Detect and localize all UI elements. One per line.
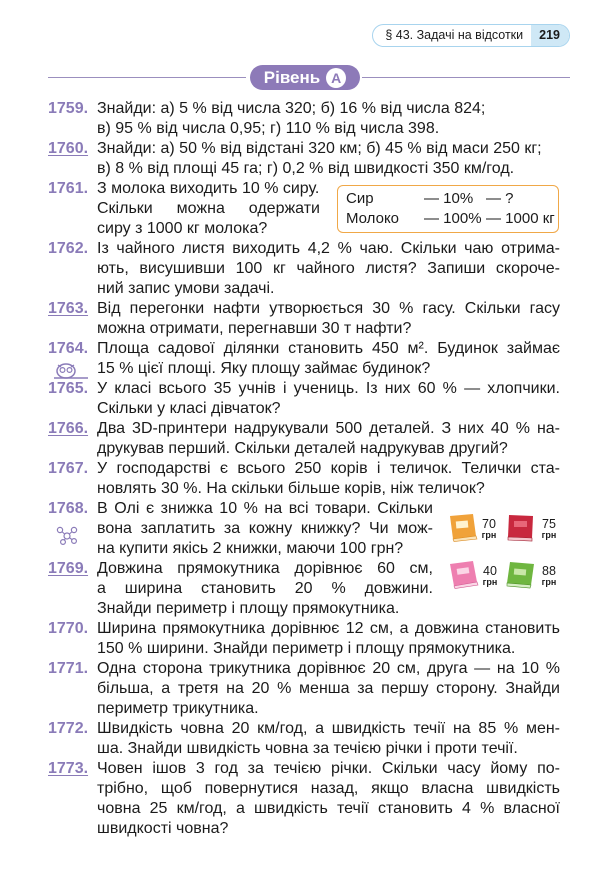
- problem-line: В Олі є знижка 10 % на всі товари. Скільки: [97, 500, 433, 517]
- problem-line: Ширина прямокутника дорівнює 12 см, а довжина становить: [97, 620, 560, 637]
- condition-percent: — 100%: [424, 210, 482, 227]
- problem-1763: [48, 299, 560, 339]
- condition-name: Сир: [346, 190, 374, 207]
- problem-1760: [48, 139, 568, 179]
- problem-line: трібно, щоб повернутися назад, якщо власна швидкість: [97, 780, 560, 797]
- page-number: 219: [531, 25, 569, 46]
- condition-row: [346, 189, 558, 209]
- problem-line: Скільки можна одержати: [97, 200, 320, 217]
- problem-line: вона заплатить за кожну книжку? Чи мож-: [97, 520, 433, 537]
- problem-number: 1770.: [48, 620, 89, 637]
- problem-1766: [48, 419, 560, 459]
- problem-line: Одна сторона трикутника дорівнює 20 см, друга — на 10 %: [97, 660, 560, 677]
- problem-line: Скільки у класі дівчаток?: [97, 400, 281, 417]
- book-price: [538, 565, 560, 587]
- problem-number: 1763.: [48, 300, 89, 317]
- problem-line: У класі всього 35 учнів і учениць. Із них 60 % — хлопчики.: [97, 380, 560, 397]
- problem-line: човна 25 км/год, а швидкість течії становить 4 % власної: [97, 800, 560, 817]
- condition-row: [346, 209, 558, 229]
- problem-1765: [48, 379, 560, 419]
- book-price-unit: грн: [541, 530, 557, 540]
- problem-line: в) 8 % від площі 45 га; г) 0,2 % від швидкості 350 км/год.: [97, 160, 515, 177]
- book-price-unit: грн: [481, 530, 497, 540]
- problem-line: Від перегонки нафти утворюється 30 % гасу. Скільки гасу: [97, 300, 560, 317]
- book-icon: [448, 559, 480, 589]
- book-price-value: 88: [542, 564, 556, 578]
- problem-number: 1762.: [48, 240, 89, 257]
- condition-value: — 1000 кг: [486, 210, 555, 227]
- problem-1759: [48, 99, 560, 139]
- problem-line: можна отримати, перегнавши 30 т нафти?: [97, 320, 412, 337]
- page-header: [372, 24, 570, 47]
- problem-line: Знайди: а) 5 % від числа 320; б) 16 % від числа 824;: [97, 100, 486, 117]
- problem-number: 1769.: [48, 560, 89, 577]
- problem-number: 1773.: [48, 760, 89, 777]
- level-badge: А: [326, 68, 346, 88]
- book-price-value: 40: [483, 564, 497, 578]
- problem-1761: [48, 179, 320, 239]
- book-price-value: 70: [482, 517, 496, 531]
- problem-line: швидкості човна?: [97, 820, 229, 837]
- problem-number: 1764.: [48, 340, 89, 357]
- problem-1767: [48, 459, 560, 499]
- owl-icon: [52, 360, 90, 380]
- section-title: § 43. Задачі на відсотки: [385, 28, 524, 42]
- problem-number: 1765.: [48, 380, 89, 397]
- problem-line: більша, а третя на 20 % менша за першу сторону. Знайди: [97, 680, 560, 697]
- problem-line: в) 95 % від числа 0,95; г) 110 % від числа 398.: [97, 120, 440, 137]
- condition-box: [337, 185, 559, 233]
- problem-line: Швидкість човна 20 км/год, а швидкість течії на 85 % мен-: [97, 720, 560, 737]
- divider-left: [48, 77, 246, 78]
- problem-number: 1760.: [48, 140, 89, 157]
- book-price: [538, 518, 560, 540]
- problem-line: Площа садової ділянки становить 450 м². Будинок займає: [97, 340, 560, 357]
- problem-1769: [48, 559, 433, 619]
- problem-line: ний запис умови задачі.: [97, 280, 275, 297]
- problem-number: 1766.: [48, 420, 89, 437]
- problem-line: У господарстві є всього 250 корів і теличок. Телички ста-: [97, 460, 560, 477]
- molecule-icon: [54, 524, 80, 546]
- problem-line: периметр трикутника.: [97, 700, 259, 717]
- problem-line: 15 % цієї площі. Яку площу займає будинок?: [97, 360, 431, 377]
- problem-number: 1768.: [48, 500, 89, 517]
- book-icon: [506, 559, 538, 589]
- problem-line: Знайди периметр і площу прямокутника.: [97, 600, 400, 617]
- problem-line: ша. Знайди швидкість човна за течією річки і проти течії.: [97, 740, 518, 757]
- problem-line: друкував перший. Скільки деталей надрукував другий?: [97, 440, 508, 457]
- level-label: Рівень: [263, 67, 321, 87]
- problem-line: Довжина прямокутника дорівнює 60 см,: [97, 560, 433, 577]
- problem-line: на купити якісь 2 книжки, маючи 100 грн?: [97, 540, 404, 557]
- problem-1762: [48, 239, 560, 299]
- problem-line: З молока виходить 10 % сиру.: [97, 180, 320, 197]
- problem-1764: [48, 339, 560, 379]
- problem-1772: [48, 719, 560, 759]
- problem-line: сиру з 1000 кг молока?: [97, 220, 268, 237]
- book-icon: [447, 512, 479, 542]
- problem-1768: [48, 499, 433, 559]
- problem-number: 1771.: [48, 660, 89, 677]
- problem-1773: [48, 759, 560, 839]
- condition-value: — ?: [486, 190, 514, 207]
- problem-1771: [48, 659, 560, 719]
- problem-number: 1767.: [48, 460, 89, 477]
- condition-percent: — 10%: [424, 190, 474, 207]
- divider-right: [362, 77, 570, 78]
- condition-name: Молоко: [346, 210, 400, 227]
- problem-line: Знайди: а) 50 % від відстані 320 км; б) 45 % від маси 250 кг;: [97, 140, 542, 157]
- book-price: [478, 518, 500, 540]
- problem-line: а ширина становить 20 % довжини.: [97, 580, 433, 597]
- problem-line: 150 % ширини. Знайди периметр і площу прямокутника.: [97, 640, 516, 657]
- problem-1770: [48, 619, 560, 659]
- problem-line: Із чайного листя виходить 4,2 % чаю. Скільки чаю отрима-: [97, 240, 560, 257]
- book-price-value: 75: [542, 517, 556, 531]
- problem-line: новлять 30 %. На скільки більше корів, ніж теличок?: [97, 480, 485, 497]
- problem-number: 1759.: [48, 100, 89, 117]
- book-price: [479, 565, 501, 587]
- problem-number: 1761.: [48, 180, 89, 197]
- problem-number: 1772.: [48, 720, 89, 737]
- problem-line: ють, висушивши 100 кг чайного листя? Запиши скороче-: [97, 260, 560, 277]
- problem-line: Два 3D-принтери надрукували 500 деталей. З них 40 % на-: [97, 420, 560, 437]
- book-icon: [506, 512, 538, 542]
- level-banner: [250, 65, 360, 90]
- book-price-unit: грн: [482, 577, 498, 587]
- problem-line: Човен ішов 3 год за течією річки. Скільки часу йому по-: [97, 760, 560, 777]
- book-price-unit: грн: [541, 577, 557, 587]
